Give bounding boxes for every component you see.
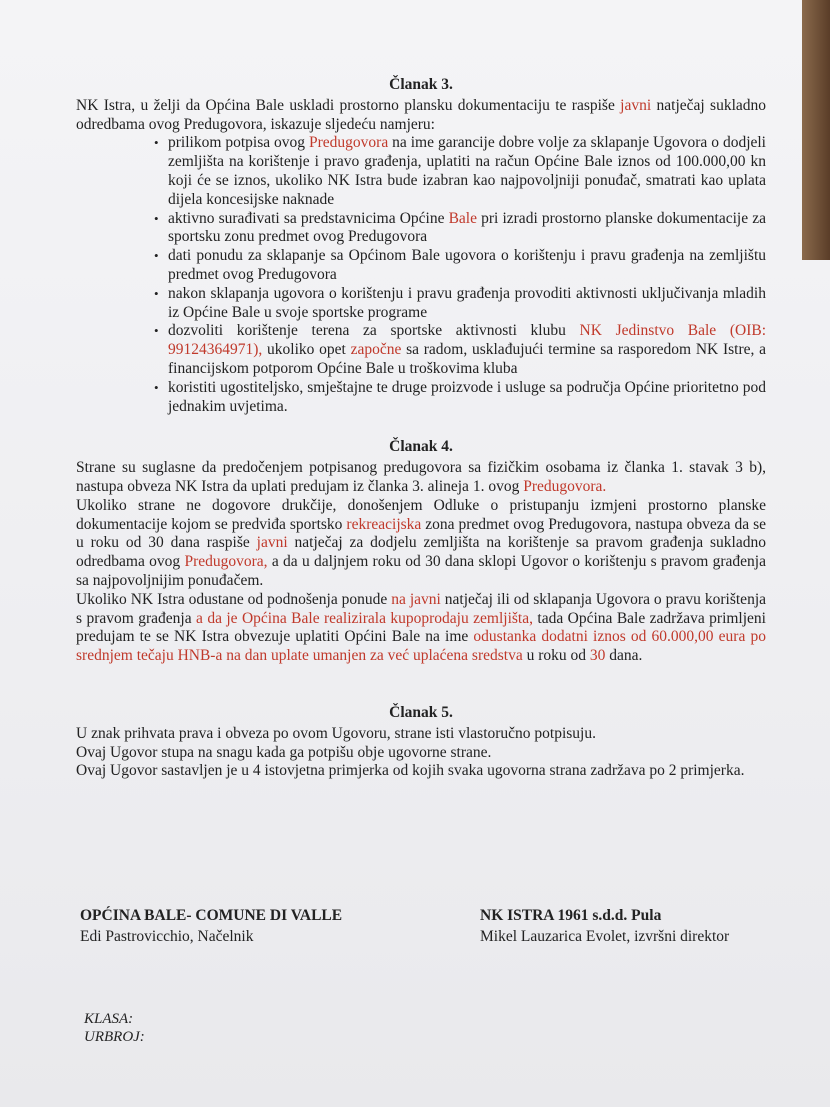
bullet-item	[168, 210, 766, 248]
highlighted-text: na javni	[391, 590, 441, 608]
text-run: Ukoliko NK Istra odustane od podnošenja ponude	[76, 590, 392, 608]
text-run: sa radom, usklađujući termine sa rasporedom NK Istre, a financijskom potporom Općine Bale u troškovima kluba	[168, 341, 766, 377]
article-4-heading: Članak 4.	[389, 438, 453, 456]
highlighted-text: javni	[620, 96, 652, 114]
article-5-heading: Članak 5.	[389, 703, 453, 721]
text-run: Strane su suglasne da predočenjem potpisanog predugovora sa fizičkim osobama iz članka 1. stavak 3 b), nastupa obveza NK Istra da uplati predujam iz članka 3. alineja 1. ovog	[76, 459, 766, 495]
contract-body	[76, 76, 766, 781]
highlighted-text: Predugovora	[309, 134, 389, 152]
article-5-line-1: U znak prihvata prava i obveza po ovom Ugovoru, strane isti vlastoručno potpisuju.	[76, 724, 596, 742]
bullet-item: • koristiti ugostiteljsko, smještajne te druge proizvode i usluge sa područja Općine prioritetno pod jednakim uvjetima.	[168, 379, 766, 417]
highlighted-text: odustanka dodatni iznos od 60.000,00 eura po srednjem tečaju HNB-a na dan uplate umanjen za već uplaćena sredstva	[76, 628, 766, 665]
text-run: u roku od	[522, 647, 590, 665]
highlighted-text: Predugovora.	[523, 477, 607, 495]
text-run: dozvoliti korištenje terena za sportske aktivnosti klubu	[168, 322, 580, 340]
spacer	[76, 416, 766, 438]
highlighted-text: Predugovora,	[184, 553, 268, 571]
spacer	[76, 666, 766, 704]
text-run: na ime garancije dobre volje za sklapanje Ugovora o dodjeli zemljišta na korištenje i pravo građenja, uplatiti na račun Općine Bale iznos od 100.000,00 kn koji će se iznos, ukoliko NK Istra bude izabran kao najpovoljniji ponuđač, smatrati kao uplata dijela koncesijske naknade	[168, 134, 766, 208]
article-3-heading: Članak 3.	[389, 76, 453, 93]
article-3-intro	[76, 97, 766, 135]
text-run: pri izradi prostorno planske dokumentacije za sportsku zonu predmet ovog Predugovora	[168, 209, 766, 246]
right-party-signatory: Mikel Lauzarica Evolet, izvršni direktor	[480, 928, 730, 945]
signature-left	[80, 905, 420, 947]
text-run: natječaj ili od sklapanja Ugovora o pravu korištenja s pravom građenja	[76, 590, 766, 627]
article-5-line-3: Ovaj Ugovor sastavljen je u 4 istovjetna primjerka od kojih svaka ugovorna strana zadržava po 2 primjerka.	[76, 762, 745, 780]
highlighted-text: NK Jedinstvo Bale (OIB: 99124364971),	[168, 322, 766, 359]
text-run: tada Općina Bale zadržava primljeni predujam te se NK Istra obvezuje uplatiti Općini Bale na ime	[76, 609, 766, 646]
text-run: a da u daljnjem roku od 30 dana sklopi Ugovor o korištenju s pravom građenja sa najpovoljnijim ponuđačem.	[76, 553, 766, 589]
background-edge	[802, 0, 830, 260]
text-run: dana.	[605, 647, 643, 665]
bullet-item: • nakon sklapanja ugovora o korištenju i pravu građenja provoditi aktivnosti uključivanja mladih iz Općine Bale u svoje sportske programe	[168, 285, 766, 323]
highlighted-text: 30	[589, 647, 606, 665]
bullet-item	[168, 322, 766, 378]
highlighted-text: započne	[350, 341, 402, 359]
highlighted-text: javni	[256, 534, 288, 552]
text-run: zona predmet ovog Predugovora, nastupa obveza da se u roku od 30 dana raspiše	[76, 515, 767, 552]
urbroj-label: URBROJ:	[84, 1029, 145, 1045]
article-4-paragraph-1	[76, 459, 766, 497]
text-run: ukoliko opet	[262, 341, 351, 359]
bullet-item: • dati ponudu za sklapanje sa Općinom Bale ugovora o korištenju i pravu građenja na zemljištu predmet ovog Predugovora	[168, 247, 766, 285]
article-5-line-2: Ovaj Ugovor stupa na snagu kada ga potpišu obje ugovorne strane.	[76, 743, 492, 761]
signature-right	[480, 905, 780, 947]
klasa-label: KLASA:	[84, 1011, 134, 1027]
highlighted-text: rekreacijska	[346, 515, 422, 533]
text-run: prilikom potpisa ovog	[168, 134, 310, 152]
highlighted-text: a da je Općina Bale realizirala kupoprodaju zemljišta,	[196, 609, 533, 627]
text-run: NK Istra, u želji da Općina Bale uskladi prostorno plansku dokumentaciju te raspiše	[76, 96, 621, 114]
left-party-name: OPĆINA BALE- COMUNE DI VALLE	[80, 907, 343, 924]
text-run: aktivno surađivati sa predstavnicima Općine	[168, 209, 449, 227]
left-party-signatory: Edi Pastrovicchio, Načelnik	[80, 928, 254, 945]
text-run: Ukoliko strane ne dogovore drukčije, donošenjem Odluke o pristupanju izmjeni prostorno planske dokumentacije kojom se predviđa sportsko	[76, 496, 766, 533]
article-3-bullet-list	[76, 134, 766, 416]
right-party-name: NK ISTRA 1961 s.d.d. Pula	[480, 907, 662, 924]
signature-block	[80, 905, 780, 947]
article-4-paragraph-2	[76, 497, 766, 591]
text-run: natječaj sukladno odredbama ovog Predugovora, iskazuje sljedeću namjeru:	[76, 96, 767, 133]
reference-fields	[84, 1010, 145, 1046]
article-4-paragraph-3	[76, 591, 766, 666]
text-run: natječaj za dodjelu zemljišta na korištenje sa pravom građenja sukladno odredbama ovog	[76, 534, 766, 571]
bullet-item	[168, 134, 766, 209]
highlighted-text: Bale	[448, 209, 477, 227]
